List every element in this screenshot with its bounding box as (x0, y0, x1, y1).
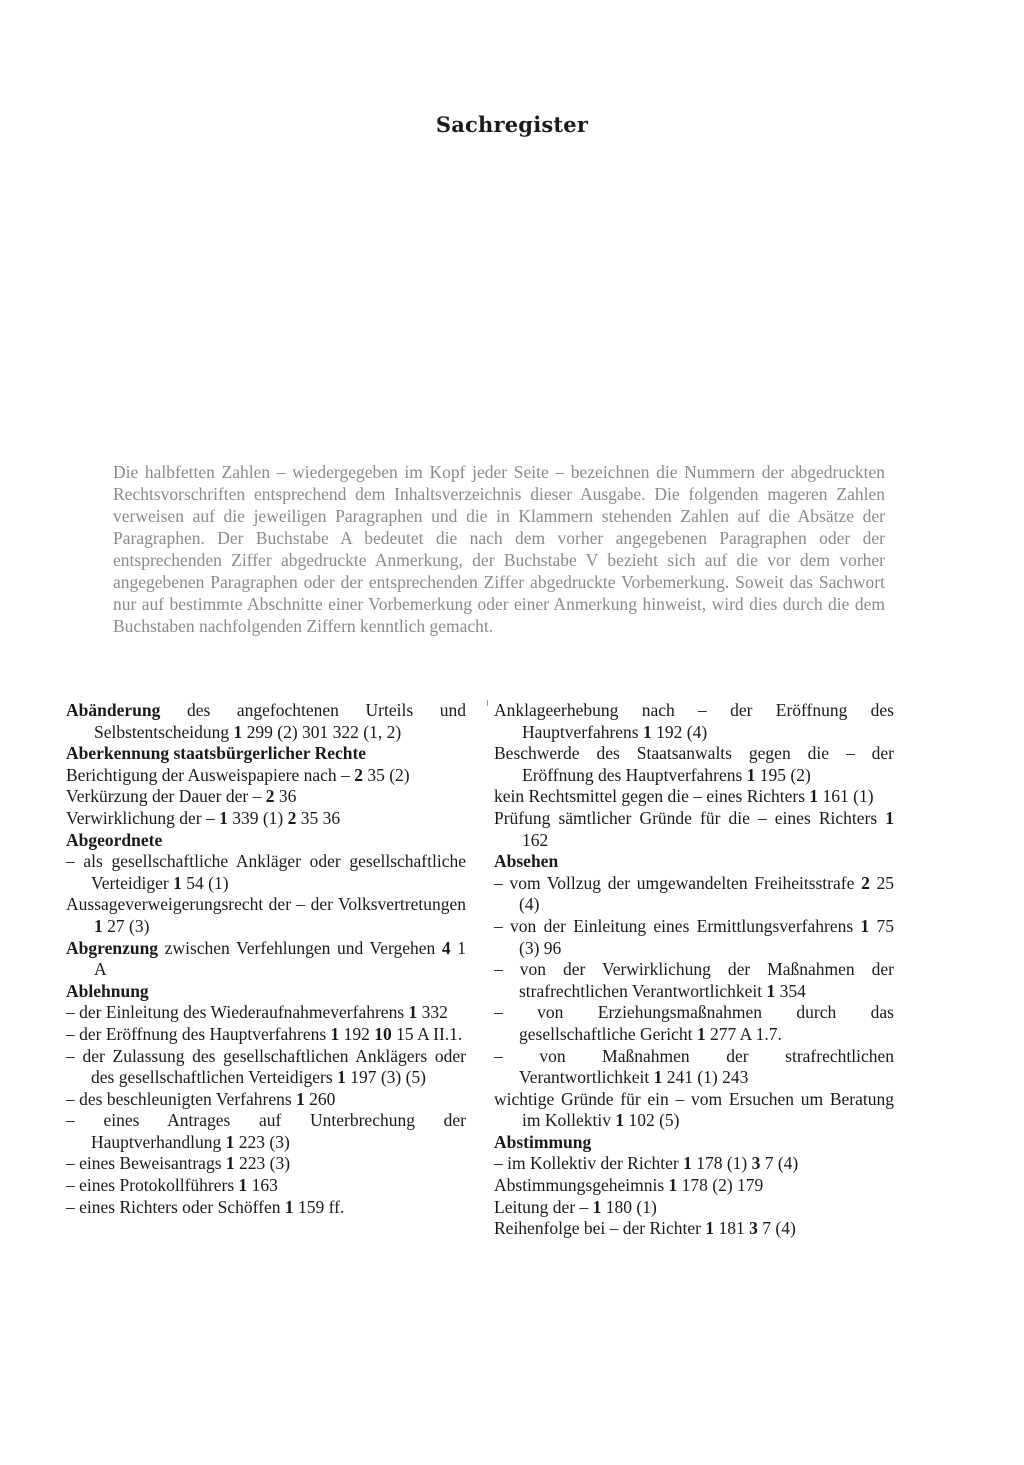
reference-number: 2 (265, 786, 275, 807)
reference-number: 10 (374, 1023, 392, 1044)
index-entry (66, 765, 466, 787)
index-entry (494, 1218, 894, 1240)
reference-section: 260 (304, 1088, 336, 1109)
reference-number: 1 (408, 1002, 418, 1023)
reference-number: 1 (173, 872, 182, 893)
reference-number: 1 (296, 1088, 305, 1109)
entry-text: Reihenfolge bei – der Richter (494, 1218, 706, 1239)
reference-section: 195 (2) (755, 764, 811, 785)
index-heading: Abgeordnete (66, 829, 163, 850)
index-entry (494, 743, 894, 786)
reference-section: 102 (5) (624, 1110, 680, 1131)
reference-number: 1 (615, 1110, 625, 1131)
entry-text: – der Zulassung des gesellschaftlichen Anklägers oder des gesellschaftlichen Verteidigers (66, 1045, 466, 1088)
reference-number: 1 (668, 1175, 678, 1196)
reference-number: 4 (441, 937, 451, 958)
index-entry (494, 1089, 894, 1132)
entry-text: Berichtigung der Ausweispapiere nach – (66, 764, 355, 785)
reference-number: 1 (860, 915, 870, 936)
index-entry (66, 808, 466, 830)
reference-number: 3 (749, 1218, 758, 1239)
reference-number: 1 (219, 807, 228, 828)
entry-text: – der Eröffnung des Hauptverfahrens (66, 1023, 331, 1044)
reference-number: 1 (643, 721, 652, 742)
index-column-left (66, 700, 466, 1218)
reference-number: 1 (809, 786, 819, 807)
reference-number: 2 (861, 872, 870, 893)
entry-text: – eines Antrages auf Unterbrechung der Hauptverhandlung (66, 1110, 466, 1152)
entry-text: Abstimmungsgeheimnis (494, 1175, 669, 1196)
reference-number: 1 (683, 1153, 692, 1174)
entry-text: Verwirklichung der – (66, 807, 220, 828)
reference-section: 27 (3) (102, 915, 150, 936)
index-heading: Abstimmung (494, 1131, 592, 1152)
index-subentry (66, 1024, 466, 1046)
entry-text: zwischen Verfehlungen und Vergehen (158, 937, 442, 958)
reference-section: 25 (4) (519, 872, 895, 915)
reference-number: 1 (225, 1153, 235, 1174)
index-subentry (66, 1153, 466, 1175)
reference-section: 163 (247, 1175, 278, 1196)
index-entry (66, 700, 466, 743)
reference-section: 332 (417, 1002, 448, 1023)
reference-number: 2 (354, 764, 363, 785)
reference-number: 1 (705, 1218, 715, 1239)
entry-text: kein Rechtsmittel gegen die – eines Richters (494, 786, 810, 807)
entry-text: – von Erziehungsmaßnahmen durch das gesellschaftliche Gericht (494, 1002, 894, 1044)
index-entry (66, 894, 466, 937)
index-subentry (494, 916, 894, 959)
entry-text: – vom Vollzug der umgewandelten Freiheitsstrafe (494, 872, 862, 893)
reference-section: 339 (1) (227, 807, 288, 828)
reference-section: 7 (4) (760, 1153, 799, 1174)
page-title: Sachregister (435, 112, 589, 137)
reference-section: 159 ff. (293, 1196, 345, 1217)
reference-section: 241 (1) 243 (662, 1067, 749, 1088)
reference-number: 1 (238, 1175, 248, 1196)
reference-section: 15 A II.1. (391, 1023, 463, 1044)
reference-section: 36 (274, 786, 297, 807)
entry-text: Anklageerhebung nach – der Eröffnung des Hauptverfahrens (494, 700, 894, 742)
reference-number: 1 (592, 1196, 602, 1217)
index-subentry (66, 1175, 466, 1197)
reference-section: 181 (714, 1218, 750, 1239)
entry-text: – als gesellschaftliche Ankläger oder gesellschaftliche Verteidiger (66, 851, 466, 893)
entry-text: – von der Einleitung eines Ermittlungsverfahrens (494, 915, 861, 936)
reference-number: 1 (696, 1023, 706, 1044)
reference-section: 161 (1) (818, 786, 874, 807)
reference-number: 1 (766, 980, 776, 1001)
reference-number: 1 (225, 1131, 235, 1152)
reference-section: 180 (1) (601, 1196, 657, 1217)
index-entry (494, 808, 894, 851)
index-subentry (66, 1002, 466, 1024)
reference-number: 1 (330, 1023, 340, 1044)
index-entry (494, 1197, 894, 1219)
reference-section: 1 A (94, 937, 467, 980)
entry-text: – eines Richters oder Schöffen (66, 1196, 285, 1217)
reference-number: 1 (885, 807, 894, 828)
index-subentry (66, 1197, 466, 1219)
index-subentry (66, 1110, 466, 1153)
reference-section: 192 (339, 1023, 375, 1044)
index-subentry (494, 1153, 894, 1175)
reference-section: 35 (2) (362, 764, 410, 785)
index-entry (66, 786, 466, 808)
reference-number: 1 (284, 1196, 294, 1217)
reference-number: 1 (746, 764, 756, 785)
reference-section: 162 (522, 829, 549, 850)
reference-section: 192 (4) (651, 721, 708, 742)
index-subentry (66, 1089, 466, 1111)
reference-section: 197 (3) (5) (345, 1067, 426, 1088)
index-subentry (66, 1046, 466, 1089)
index-subentry (494, 873, 894, 916)
entry-text: Aussageverweigerungsrecht der – der Volksvertretungen (66, 894, 466, 915)
entry-text: Leitung der – (494, 1196, 593, 1217)
reference-number: 3 (751, 1153, 761, 1174)
entry-text: wichtige Gründe für ein – vom Ersuchen um Beratung im Kollektiv (494, 1088, 894, 1131)
index-entry (494, 1175, 894, 1197)
index-subentry (66, 851, 466, 894)
index-keyword: Abänderung (66, 700, 161, 720)
reference-section: 35 36 (296, 807, 341, 828)
entry-text: des angefochtenen Urteils und Selbstentscheidung (94, 700, 466, 742)
entry-text: Beschwerde des Staatsanwalts gegen die – der Eröffnung des Hauptverfahrens (494, 743, 894, 785)
reference-section: 354 (775, 980, 806, 1001)
entry-text: – im Kollektiv der Richter (494, 1153, 684, 1174)
entry-text: – eines Beweisantrags (66, 1153, 226, 1174)
reference-section: 223 (3) (234, 1153, 291, 1174)
index-entry (494, 786, 894, 808)
entry-text: – der Einleitung des Wiederaufnahmeverfahrens (66, 1002, 409, 1023)
index-column-right (494, 700, 894, 1240)
index-subentry (494, 1002, 894, 1045)
intro-paragraph: Die halbfetten Zahlen – wiedergegeben im Kopf jeder Seite – bezeichnen die Nummern der abgedruckten Rechtsvorschriften entsprechend dem Inhaltsverzeichnis dieser Ausgabe. Die folgenden mageren Zahlen verweisen auf die jeweiligen Paragraphen und die in Klammern stehenden Zahlen auf die Absätze der Paragraphen. Der Buchstabe A bedeutet die nach dem vorher angegebenen Paragraphen oder der entsprechenden Ziffer abgedruckte Anmerkung, der Buchstabe V bezieht sich auf die vor dem vorher angegebenen Paragraphen oder der entsprechenden Ziffer abgedruckte Vorbemerkung. Soweit das Sachwort nur auf bestimmte Abschnitte einer Vorbemerkung oder einer Anmerkung hinweist, wird dies durch die dem Buchstaben nachfolgenden Ziffern kenntlich gemacht. (113, 462, 885, 636)
reference-section: 178 (2) 179 (677, 1175, 764, 1196)
reference-section: 178 (1) (691, 1153, 752, 1174)
entry-text: Verkürzung der Dauer der – (66, 786, 266, 807)
index-heading: Absehen (494, 851, 559, 872)
reference-section: 277 A 1.7. (705, 1023, 782, 1044)
reference-number: 1 (653, 1067, 663, 1088)
index-entry (494, 700, 894, 743)
reference-number: 2 (287, 807, 297, 828)
entry-text: Prüfung sämtlicher Gründe für die – eines Richters (494, 807, 886, 828)
reference-number: 1 (337, 1067, 346, 1088)
index-heading: Ablehnung (66, 980, 149, 1001)
index-heading: Aberkennung staatsbürgerlicher Rechte (66, 743, 367, 764)
index-entry (66, 938, 466, 981)
reference-section: 7 (4) (757, 1218, 796, 1239)
index-keyword: Abgrenzung (66, 937, 159, 958)
reference-section: 54 (1) (181, 872, 229, 893)
entry-text: – von Maßnahmen der strafrechtlichen Verantwortlichkeit (494, 1045, 894, 1088)
reference-section: 223 (3) (234, 1131, 290, 1152)
index-subentry (494, 1046, 894, 1089)
reference-number: 1 (233, 721, 243, 742)
column-divider (487, 700, 488, 706)
reference-section: 75 (3) 96 (519, 915, 894, 958)
entry-text: – des beschleunigten Verfahrens (66, 1088, 297, 1109)
entry-text: – von der Verwirklichung der Maßnahmen der strafrechtlichen Verantwortlichkeit (494, 959, 894, 1001)
reference-number: 1 (94, 915, 103, 936)
reference-section: 299 (2) 301 322 (1, 2) (242, 721, 402, 742)
index-subentry (494, 959, 894, 1002)
entry-text: – eines Protokollführers (66, 1175, 239, 1196)
